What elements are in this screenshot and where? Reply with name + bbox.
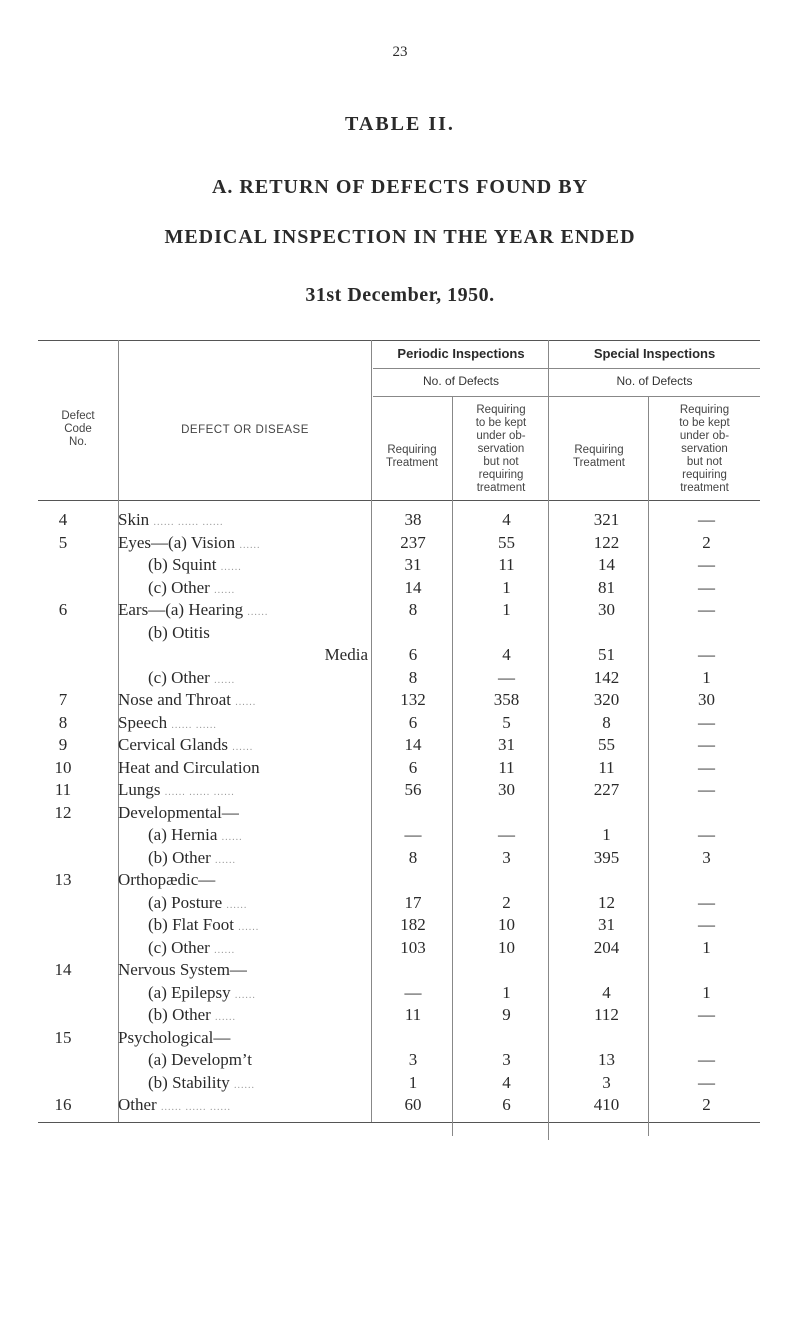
defect-label-text: (b) Other [148, 847, 211, 867]
table-title: TABLE II. [345, 113, 455, 135]
special-observation-value: — [698, 735, 715, 754]
page-number: 23 [392, 44, 408, 60]
special-treatment-value: 395 [593, 847, 620, 867]
special-observation-value: — [698, 645, 715, 664]
defect-label [118, 958, 368, 982]
table-row [38, 846, 760, 870]
periodic-req-treatment-header [372, 444, 452, 470]
periodic-observation-value: 11 [498, 757, 515, 777]
special-observation-value: 1 [702, 667, 711, 687]
special-observation-value: 1 [702, 982, 711, 1002]
periodic-observation-value: 11 [498, 555, 515, 574]
periodic-treatment-value: 14 [404, 735, 422, 754]
periodic-observation-value: 5 [502, 712, 511, 732]
special-req-observation-header [649, 404, 760, 495]
special-treatment-value: 55 [598, 735, 615, 754]
defect-label-text: Cervical Glands [118, 735, 228, 754]
table-row [38, 913, 760, 937]
leader-dots: ...... [215, 1012, 237, 1023]
special-observation-value: 2 [702, 1095, 711, 1114]
table-row [38, 1026, 760, 1050]
subhead-rule [373, 396, 760, 397]
defect-code: 9 [58, 735, 68, 754]
table-row [38, 711, 760, 735]
special-treatment-value: 1 [602, 825, 611, 844]
leader-dots: ...... ...... ...... [164, 787, 235, 798]
defect-label [118, 756, 368, 780]
special-treatment-value: 11 [598, 757, 615, 777]
defect-label-text: (a) Posture [148, 892, 223, 912]
periodic-treatment-value: 182 [400, 915, 426, 934]
special-observation-value: — [698, 757, 715, 777]
special-observation-value: 2 [702, 532, 711, 552]
table-row [38, 823, 760, 847]
heading-line-3: 31st December, 1950. [305, 284, 495, 306]
periodic-treatment-value: — [404, 982, 422, 1002]
defect-label-text: Media [324, 645, 368, 664]
leader-dots: ...... [239, 539, 261, 551]
hdr-l2: Treatment [386, 457, 438, 469]
hdr-l6: requiring [682, 469, 727, 481]
table-row [38, 598, 760, 622]
periodic-observation-value: 10 [498, 937, 515, 957]
leader-dots: ...... [214, 674, 236, 686]
table-row [38, 778, 760, 802]
hdr-l1: Requiring [574, 444, 624, 456]
periodic-treatment-value: 8 [408, 600, 418, 619]
table-row [38, 981, 760, 1005]
defect-label-text: (a) Epilepsy [148, 982, 231, 1002]
periodic-observation-value: 31 [498, 735, 515, 754]
defect-label-text: Other [118, 1095, 157, 1114]
periodic-observation-value: 30 [498, 780, 515, 799]
special-treatment-value: 81 [598, 577, 615, 597]
table-row [38, 1003, 760, 1027]
bottom-rule [38, 1122, 760, 1123]
defect-code: 10 [54, 757, 72, 777]
defect-code: 11 [54, 780, 72, 799]
special-treatment-value: 4 [602, 982, 611, 1002]
special-treatment-value: 204 [593, 937, 620, 957]
special-observation-value: — [698, 712, 715, 732]
hdr-l3: under ob- [476, 430, 526, 442]
no-defects-rule [373, 368, 760, 369]
special-treatment-value: 112 [594, 1005, 619, 1024]
leader-dots: ...... [233, 1079, 255, 1091]
code-header-l1: Defect [61, 410, 95, 422]
periodic-observation-value: — [498, 825, 515, 844]
special-treatment-value: 3 [602, 1072, 611, 1092]
defect-label [148, 621, 398, 645]
hdr-l1: Requiring [476, 404, 526, 416]
defect-label-text: Lungs [118, 780, 161, 799]
defect-label [118, 1026, 368, 1050]
hdr-l5: but not [483, 456, 519, 468]
table-row [38, 801, 760, 825]
special-no-defects: No. of Defects [616, 374, 693, 388]
table-row [38, 733, 760, 757]
leader-dots: ...... [214, 584, 236, 596]
hdr-l4: servation [681, 443, 728, 455]
hdr-l6: requiring [478, 469, 524, 481]
table-row [38, 1093, 760, 1117]
defect-disease-header: DEFECT OR DISEASE [181, 424, 309, 436]
defect-label-text: (a) Developm’t [148, 1050, 253, 1069]
periodic-treatment-value: 6 [408, 645, 418, 664]
defect-label [118, 801, 368, 825]
special-observation-value: — [698, 1072, 715, 1092]
table-row [38, 621, 760, 645]
special-treatment-value: 122 [593, 532, 620, 552]
special-observation-value: 30 [698, 690, 715, 709]
hdr-l1: Requiring [679, 404, 730, 416]
hdr-l2: Treatment [573, 457, 625, 469]
defect-label-text: (b) Flat Foot [148, 915, 234, 934]
code-header-l3: No. [69, 436, 87, 448]
leader-dots: ...... [226, 899, 248, 911]
special-treatment-value: 321 [593, 510, 620, 529]
defect-code: 12 [54, 802, 72, 822]
periodic-treatment-value: 132 [400, 690, 426, 709]
special-treatment-value: 410 [593, 1095, 620, 1114]
periodic-observation-value: — [498, 667, 515, 687]
periodic-treatment-value: 14 [404, 577, 422, 597]
heading-line-1: A. RETURN OF DEFECTS FOUND BY [211, 176, 589, 198]
special-observation-value: — [698, 825, 715, 844]
hdr-l5: but not [686, 456, 723, 468]
hdr-l7: treatment [476, 482, 526, 494]
periodic-observation-value: 6 [502, 1095, 511, 1114]
defect-code: 4 [58, 510, 68, 529]
table-row [38, 666, 760, 690]
defect-code: 6 [58, 600, 68, 619]
defect-code: 14 [54, 960, 72, 979]
hdr-l4: servation [477, 443, 525, 455]
defect-label-text: (b) Squint [148, 555, 217, 574]
special-observation-value: — [698, 510, 715, 529]
special-observation-value: — [698, 1005, 715, 1024]
hdr-l1: Requiring [387, 444, 437, 456]
heading-line-2: MEDICAL INSPECTION IN THE YEAR ENDED [164, 226, 636, 248]
periodic-observation-value: 1 [502, 577, 511, 597]
table-row [38, 643, 760, 667]
special-observation-value: 1 [702, 937, 711, 957]
defect-label-text: Eyes—(a) Vision [118, 532, 236, 552]
special-observation-value: — [698, 555, 715, 574]
periodic-treatment-value: 8 [408, 847, 418, 867]
periodic-req-observation-header [453, 404, 549, 495]
periodic-treatment-value: 31 [404, 555, 422, 574]
defect-label [118, 643, 368, 667]
periodic-observation-value: 4 [502, 510, 511, 529]
special-observation-value: — [698, 780, 715, 799]
leader-dots: ...... [247, 607, 269, 618]
defect-label-text: (c) Other [148, 667, 210, 687]
defect-label-text: Nose and Throat [118, 690, 231, 709]
defect-label-text: Ears—(a) Hearing [118, 600, 244, 619]
defect-code: 5 [58, 532, 68, 552]
special-observation-value: — [698, 1050, 715, 1069]
defect-label [118, 868, 368, 892]
special-observation-value: — [698, 577, 715, 597]
special-treatment-value: 320 [593, 690, 620, 709]
defect-label [118, 1093, 368, 1120]
leader-dots: ...... ...... ...... [153, 517, 224, 528]
table-row [38, 936, 760, 960]
periodic-observation-value: 4 [502, 1072, 511, 1092]
hdr-l2: to be kept [679, 417, 730, 429]
periodic-treatment-value: 56 [404, 780, 422, 799]
defect-label-text: Psychological— [118, 1027, 231, 1047]
defect-code: 13 [54, 870, 72, 889]
defect-code: 8 [58, 712, 68, 732]
table-row [38, 576, 760, 600]
periodic-observation-value: 3 [502, 1050, 511, 1069]
special-treatment-value: 142 [593, 667, 620, 687]
defect-code: 16 [54, 1095, 72, 1114]
periodic-treatment-value: 6 [408, 712, 418, 732]
defects-table [38, 340, 760, 1220]
leader-dots: ...... [215, 854, 237, 866]
leader-dots: ...... [235, 697, 257, 708]
periodic-no-defects: No. of Defects [422, 374, 500, 388]
periodic-observation-value: 1 [502, 600, 511, 619]
periodic-treatment-value: 1 [408, 1072, 418, 1092]
periodic-treatment-value: 6 [408, 757, 418, 777]
periodic-observation-value: 2 [502, 892, 511, 912]
periodic-treatment-value: 60 [404, 1095, 422, 1114]
defect-label-text: Heat and Circulation [118, 757, 260, 777]
special-treatment-value: 8 [602, 712, 611, 732]
defect-label-text: (c) Other [148, 577, 210, 597]
hdr-l2: to be kept [475, 417, 527, 429]
defect-label-text: Developmental— [118, 802, 239, 822]
defect-label-text: (c) Other [148, 937, 210, 957]
table-row [38, 891, 760, 915]
special-treatment-value: 30 [598, 600, 615, 619]
special-observation-value: — [698, 600, 715, 619]
special-treatment-value: 51 [598, 645, 615, 664]
periodic-observation-value: 55 [498, 532, 515, 552]
defect-label-text: (a) Hernia [148, 825, 218, 844]
special-observation-value: — [698, 915, 715, 934]
special-inspections-header: Special Inspections [593, 346, 716, 361]
leader-dots: ...... [238, 922, 260, 933]
table-row [38, 531, 760, 555]
periodic-observation-value: 4 [502, 645, 511, 664]
special-treatment-value: 227 [593, 780, 620, 799]
table-row [38, 868, 760, 892]
defect-label-text: (b) Otitis [148, 622, 210, 642]
periodic-treatment-value: 11 [404, 1005, 422, 1024]
defect-label [148, 1048, 398, 1072]
leader-dots: ...... ...... ...... [160, 1102, 231, 1113]
special-observation-value: — [698, 892, 715, 912]
defect-code-header [38, 410, 118, 449]
defect-code: 15 [54, 1027, 72, 1047]
leader-dots: ...... [232, 742, 254, 753]
special-treatment-value: 31 [598, 915, 615, 934]
hdr-l7: treatment [680, 482, 729, 494]
periodic-treatment-value: — [404, 825, 422, 844]
table-row [38, 688, 760, 712]
leader-dots: ...... [220, 562, 242, 573]
leader-dots: ...... [214, 944, 236, 956]
defect-label-text: Nervous System— [118, 960, 247, 979]
periodic-treatment-value: 237 [400, 532, 426, 552]
periodic-treatment-value: 8 [408, 667, 418, 687]
defect-label-text: Speech [118, 712, 168, 732]
periodic-inspections-header: Periodic Inspections [397, 346, 525, 361]
defect-label-text: Skin [118, 510, 150, 529]
table-row [38, 958, 760, 982]
periodic-treatment-value: 38 [404, 510, 422, 529]
special-treatment-value: 14 [598, 555, 615, 574]
special-treatment-value: 12 [598, 892, 615, 912]
leader-dots: ...... [221, 832, 243, 843]
table-row [38, 508, 760, 532]
table-row [38, 1071, 760, 1095]
leader-dots: ...... [234, 989, 256, 1001]
table-row [38, 756, 760, 780]
periodic-observation-value: 1 [502, 982, 511, 1002]
table-row [38, 553, 760, 577]
leader-dots: ...... ...... [171, 719, 217, 731]
code-header-l2: Code [64, 423, 92, 435]
header-bottom-rule [38, 500, 760, 501]
special-observation-value: 3 [702, 847, 711, 867]
top-rule [38, 340, 760, 341]
periodic-observation-value: 9 [502, 1005, 511, 1024]
periodic-observation-value: 3 [502, 847, 511, 867]
special-req-treatment-header [549, 444, 649, 470]
defect-label-text: (b) Stability [148, 1072, 230, 1092]
defect-code: 7 [58, 690, 68, 709]
hdr-l3: under ob- [679, 430, 730, 442]
periodic-observation-value: 358 [493, 690, 520, 709]
defect-label-text: (b) Other [148, 1005, 211, 1024]
periodic-treatment-value: 3 [408, 1050, 418, 1069]
periodic-treatment-value: 17 [404, 892, 422, 912]
periodic-observation-value: 10 [498, 915, 515, 934]
table-row [38, 1048, 760, 1072]
defect-label-text: Orthopædic— [118, 870, 216, 889]
special-treatment-value: 13 [598, 1050, 615, 1069]
periodic-treatment-value: 103 [400, 937, 426, 957]
